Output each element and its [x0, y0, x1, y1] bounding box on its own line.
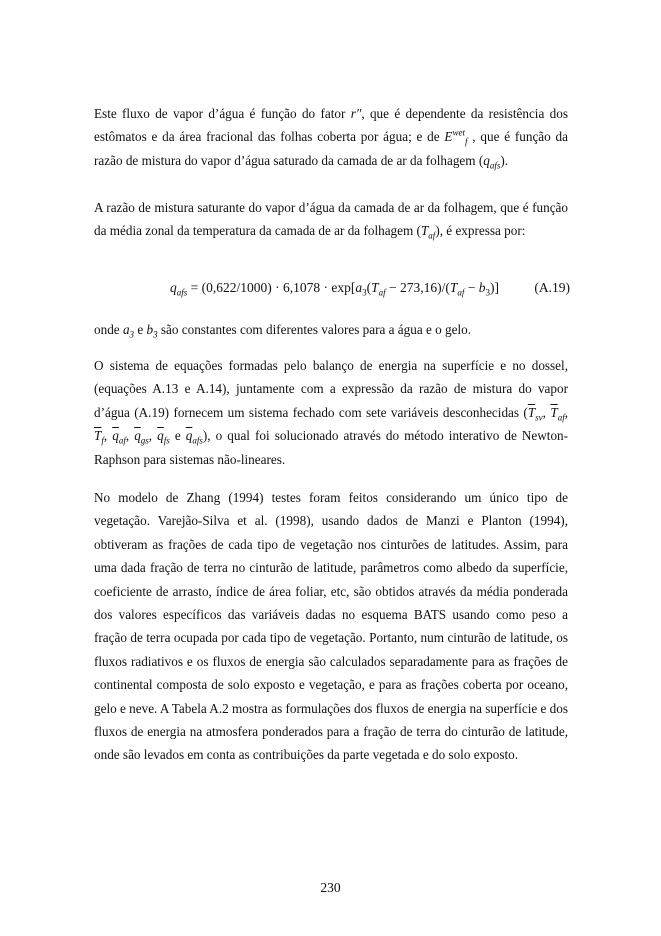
symbol-Taf: $T_{af}$	[420, 223, 436, 242]
paragraph-stomatal-flux: Este fluxo de vapor d’água é função do fator r″, que é dependente da resistência dos estômatos e da área fracional das folhas coberta por água; e de $E^{wet}_f$ , que é função da razão de mistura do vapor d’água saturado da camada de ar da folhagem $(q_{afs})$.	[94, 106, 568, 171]
equation-body: $q_{afs} = (0,622/1000) \cdot 6,1078 \cdot \exp[a_3(T_{af} - 273,16)/(T_{af} - b_3)]$	[170, 280, 500, 298]
page-number: 230	[320, 880, 341, 895]
paragraph-constants: onde $a_3$ e $b_3$ são constantes com diferentes valores para a água e o gelo.	[94, 322, 472, 340]
symbol-r: r″	[350, 106, 362, 121]
paragraph-zhang-model: No modelo de Zhang (1994) testes foram feitos considerando um único tipo de vegetação. Varejão-Silva et al. (1998), usando dados de Manzi e Planton (1994), obtiveram as frações de cada tipo de vegetação nos cinturões de latitudes. Assim, para uma dada fração de terra no cinturão de latitude, parâmetros como albedo da superfície, coeficiente de arrasto, índice de área foliar, etc, são obtidos através da média ponderada dos valores específicos das variáveis dadas no esquema BATS usando como peso a fração de terra ocupada por cada tipo de vegetação. Portanto, num cinturão de latitude, os fluxos radiativos e os fluxos de energia são calculados separadamente para as frações de continental composta de solo exposto e vegetação, e para as frações coberta por oceano, gelo e neve. A Tabela A.2 mostra as formulações dos fluxos de energia na superfície e dos fluxos de energia na atmosfera ponderados para a fração de terra do cinturão de latitude, onde são levados em conta as contribuições da parte vegetada e do solo exposto.	[94, 490, 568, 763]
symbol-E: $E^{wet}_f$	[444, 128, 468, 148]
symbol-qafs: $q_{afs}$	[483, 152, 501, 171]
equation-number: (A.19)	[534, 280, 570, 295]
equation-a19	[170, 280, 570, 306]
paragraph-saturation-ratio: A razão de mistura saturante do vapor d’água da camada de ar da folhagem, que é função da média zonal da temperatura da camada de ar da folhagem $(T_{af})$, é expressa por:	[94, 200, 568, 242]
paragraph-equation-system: O sistema de equações formadas pelo balanço de energia na superfície e no dossel, (equações A.13 e A.14), juntamente com a expressão da razão de mistura do vapor d’água (A.19) fornecem um sistema fechado com sete variáveis desconhecidas ($\overline{T}_{sv}$, $\overline{T}_{af}$, $\overline{T}_f$, $\overline{q}_{af}$, $\overline{q}_{gs}$, $\overline{q}_{fs}$ e $\overline{q}_{afs}$), o qual foi solucionado através do método interativo de Newton-Raphson para sistemas não-lineares.	[94, 358, 569, 467]
